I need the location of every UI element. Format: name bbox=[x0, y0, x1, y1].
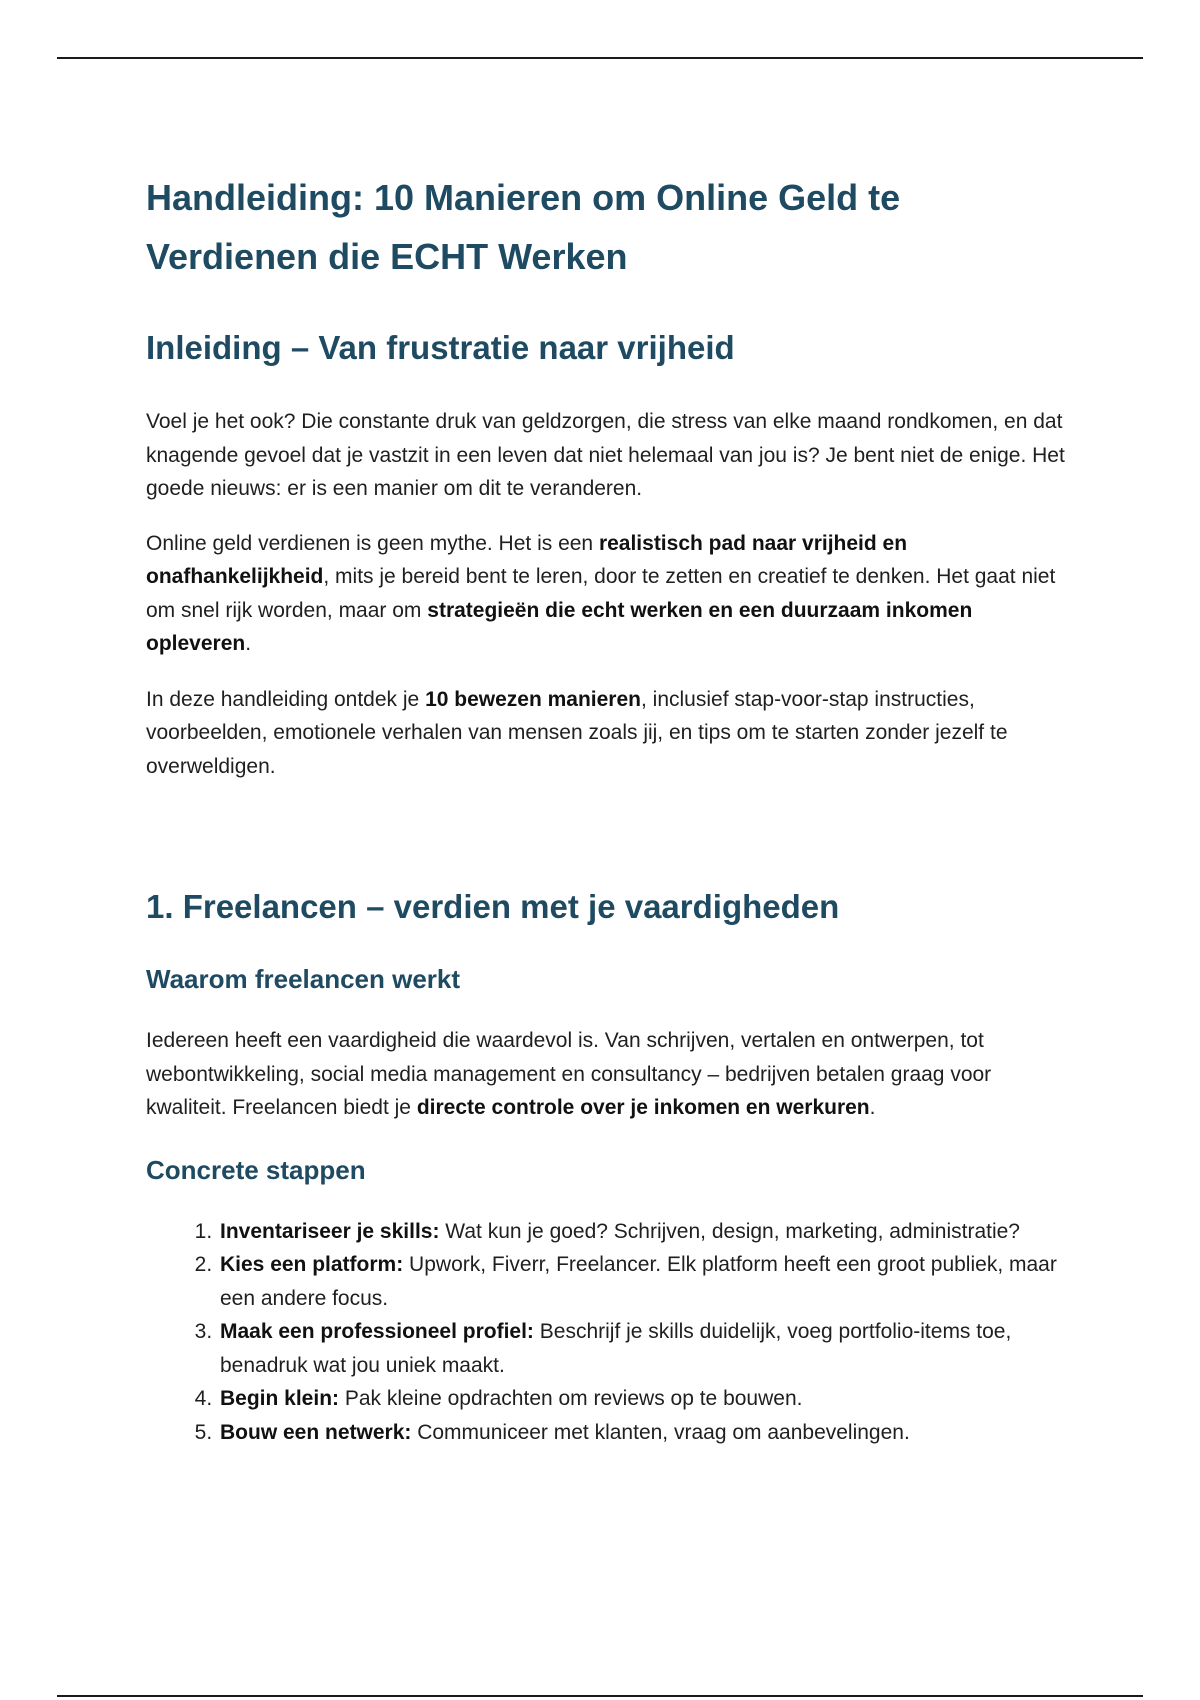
step-text: Upwork, Fiverr, Freelancer. Elk platform heeft een groot publiek, maar een andere focus. bbox=[220, 1253, 1057, 1310]
intro-p3-text-2: , inclusief stap-voor-stap instructies, voorbeelden, emotionele verhalen van mensen zoals jij, en tips om te starten zonder jezelf te overweldigen. bbox=[146, 687, 1008, 778]
list-item bbox=[218, 1248, 1076, 1315]
step-label: Begin klein: bbox=[220, 1387, 340, 1410]
step-text: Wat kun je goed? Schrijven, design, marketing, administratie? bbox=[439, 1219, 1020, 1243]
intro-heading: Inleiding – Van frustratie naar vrijheid bbox=[146, 329, 735, 366]
intro-p2-bold-1: realistisch pad naar vrijheid en onafhankelijkheid bbox=[146, 531, 908, 588]
intro-p2-text-2: , mits je bereid bent te leren, door te zetten en creatief te denken. Het gaat niet om snel rijk worden, maar om bbox=[146, 565, 1056, 622]
intro-p2-bold-2: strategieën die echt werken en een duurzaam inkomen opleveren bbox=[146, 598, 973, 655]
intro-p2-text-3: . bbox=[245, 632, 252, 655]
list-item bbox=[218, 1416, 1076, 1450]
intro-p2-text-1: Online geld verdienen is geen mythe. Het is een bbox=[146, 531, 599, 555]
top-rule bbox=[57, 57, 1143, 59]
step-text: Communiceer met klanten, vraag om aanbevelingen. bbox=[411, 1420, 910, 1444]
intro-paragraph-1: Voel je het ook? Die constante druk van geldzorgen, die stress van elke maand rondkomen, en dat knagende gevoel dat je vastzit in een leven dat niet helemaal van jou is? Je bent niet de enige. Het goede nieuws: er is een manier om dit te veranderen. bbox=[146, 410, 1065, 500]
document-body bbox=[146, 168, 1076, 1449]
concrete-steps-heading: Concrete stappen bbox=[146, 1154, 366, 1185]
document-title: Handleiding: 10 Manieren om Online Geld te Verdienen die ECHT Werken bbox=[146, 177, 901, 277]
list-item bbox=[218, 1215, 1076, 1249]
why-bold-1: directe controle over je inkomen en werkuren bbox=[416, 1096, 870, 1119]
bottom-rule bbox=[57, 1695, 1143, 1697]
why-freelancing-paragraph bbox=[146, 1024, 1076, 1125]
steps-list bbox=[146, 1215, 1076, 1450]
why-freelancing-heading: Waarom freelancen werkt bbox=[146, 964, 461, 994]
step-text: Pak kleine opdrachten om reviews op te bouwen. bbox=[339, 1387, 803, 1410]
intro-paragraph-3 bbox=[146, 683, 1076, 784]
intro-paragraph-2 bbox=[146, 527, 1076, 661]
step-label: Kies een platform: bbox=[220, 1253, 404, 1276]
intro-p3-bold-1: 10 bewezen manieren bbox=[425, 687, 641, 711]
step-label: Maak een professioneel profiel: bbox=[220, 1320, 534, 1343]
list-item bbox=[218, 1315, 1076, 1382]
step-text: Beschrijf je skills duidelijk, voeg portfolio-items toe, benadruk wat jou uniek maakt. bbox=[220, 1320, 1012, 1377]
section-1-heading: 1. Freelancen – verdien met je vaardigheden bbox=[146, 888, 840, 925]
step-label: Inventariseer je skills: bbox=[220, 1219, 440, 1243]
intro-p3-text-1: In deze handleiding ontdek je bbox=[146, 687, 426, 711]
why-text-1: Iedereen heeft een vaardigheid die waardevol is. Van schrijven, vertalen en ontwerpen, tot webontwikkeling, social media management en consultancy – bedrijven betalen graag voor kwaliteit. Freelancen biedt je bbox=[146, 1029, 992, 1119]
list-item bbox=[218, 1382, 1076, 1416]
why-text-2: . bbox=[869, 1096, 876, 1119]
step-label: Bouw een netwerk: bbox=[220, 1420, 412, 1444]
